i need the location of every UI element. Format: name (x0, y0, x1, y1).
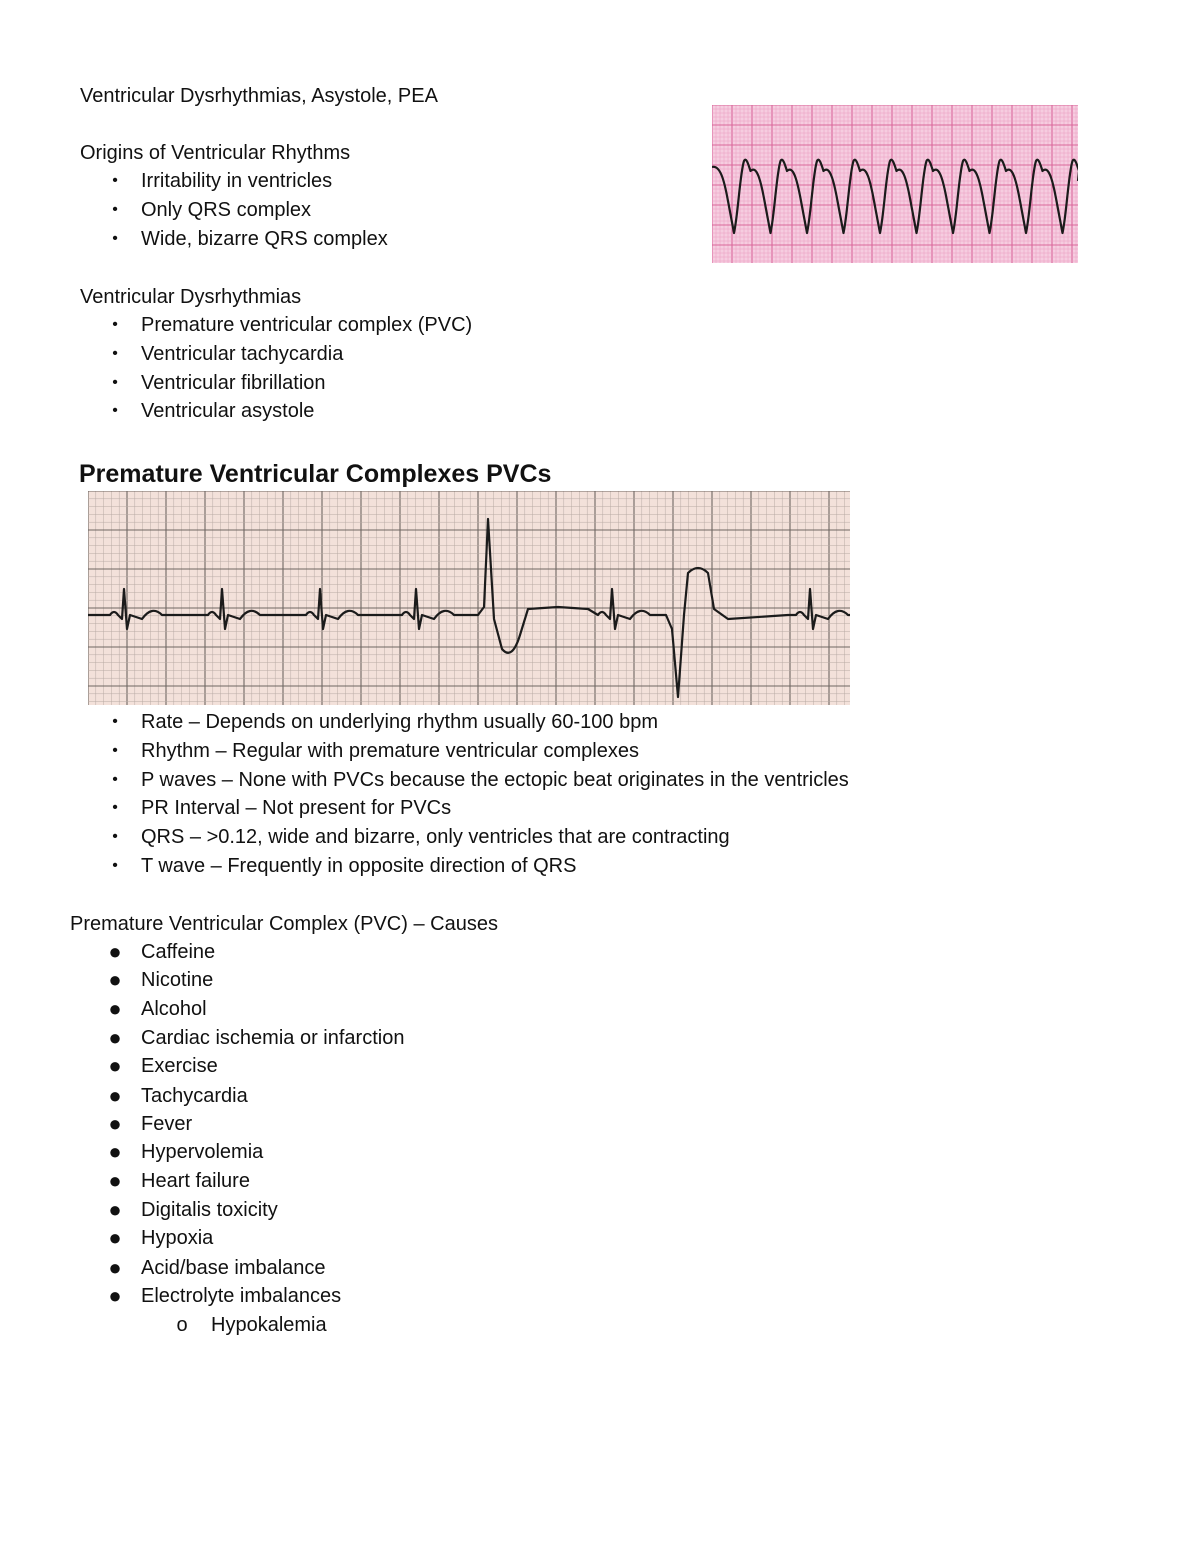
list-item: • Irritability in ventricles (141, 169, 332, 193)
list-item: ● Cardiac ischemia or infarction (108, 1025, 405, 1050)
bullet-icon: • (112, 374, 118, 391)
list-item: ● Caffeine (108, 939, 216, 964)
list-item: • Ventricular asystole (141, 399, 314, 423)
bullet-icon: ● (108, 1255, 122, 1280)
bullet-icon: • (112, 713, 118, 730)
list-item: • Premature ventricular complex (PVC) (141, 313, 472, 337)
circle-bullet-icon: o (176, 1314, 188, 1336)
bullet-icon: ● (108, 1053, 122, 1078)
list-item: • Rhythm – Regular with premature ventricular complexes (141, 739, 639, 763)
list-item: • QRS – >0.12, wide and bizarre, only ventricles that are contracting (141, 825, 730, 849)
pvc-ecg-image (88, 491, 850, 705)
ventricular-tachycardia-ecg-image (712, 105, 1078, 263)
bullet-icon: ● (108, 1083, 122, 1108)
bullet-icon: ● (108, 1111, 122, 1136)
list-item: • Ventricular fibrillation (141, 371, 326, 395)
bullet-icon: • (112, 172, 118, 189)
list-item: ● Fever (108, 1111, 193, 1136)
bullet-icon: ● (108, 939, 122, 964)
list-item: • Ventricular tachycardia (141, 342, 343, 366)
bullet-icon: • (112, 857, 118, 874)
bullet-icon: ● (108, 967, 122, 992)
list-item: • Only QRS complex (141, 198, 311, 222)
bullet-icon: • (112, 742, 118, 759)
bullet-icon: ● (108, 1283, 122, 1308)
list-item: ● Alcohol (108, 996, 207, 1021)
bullet-icon: • (112, 828, 118, 845)
list-item: • T wave – Frequently in opposite direction of QRS (141, 854, 576, 878)
bullet-icon: • (112, 402, 118, 419)
list-item: • P waves – None with PVCs because the ectopic beat originates in the ventricles (141, 768, 849, 792)
list-item: • PR Interval – Not present for PVCs (141, 796, 451, 820)
bullet-icon: ● (108, 1225, 122, 1250)
list-item: ● Heart failure (108, 1168, 250, 1193)
list-item: ● Nicotine (108, 967, 214, 992)
bullet-icon: ● (108, 996, 122, 1021)
list-item: • Rate – Depends on underlying rhythm usually 60-100 bpm (141, 710, 658, 734)
pvc-heading: Premature Ventricular Complexes PVCs (79, 460, 552, 488)
bullet-icon: • (112, 201, 118, 218)
list-item: ● Hypoxia (108, 1225, 214, 1250)
causes-heading: Premature Ventricular Complex (PVC) – Causes (70, 913, 498, 935)
bullet-icon: ● (108, 1025, 122, 1050)
document-title: Ventricular Dysrhythmias, Asystole, PEA (80, 85, 438, 107)
bullet-icon: • (112, 230, 118, 247)
bullet-icon: ● (108, 1168, 122, 1193)
list-item: ● Hypervolemia (108, 1139, 264, 1164)
list-item: ● Tachycardia (108, 1083, 248, 1108)
list-item: ● Digitalis toxicity (108, 1197, 278, 1222)
list-item: ● Exercise (108, 1053, 218, 1078)
bullet-icon: • (112, 771, 118, 788)
list-item: • Wide, bizarre QRS complex (141, 227, 388, 251)
bullet-icon: • (112, 316, 118, 333)
sub-list-item: o Hypokalemia (176, 1314, 327, 1336)
dysrhythmias-heading: Ventricular Dysrhythmias (80, 286, 302, 308)
list-item: ● Electrolyte imbalances (108, 1283, 342, 1308)
bullet-icon: ● (108, 1197, 122, 1222)
origins-heading: Origins of Ventricular Rhythms (80, 142, 351, 164)
list-item: ● Acid/base imbalance (108, 1255, 326, 1280)
bullet-icon: • (112, 345, 118, 362)
bullet-icon: ● (108, 1139, 122, 1164)
bullet-icon: • (112, 799, 118, 816)
